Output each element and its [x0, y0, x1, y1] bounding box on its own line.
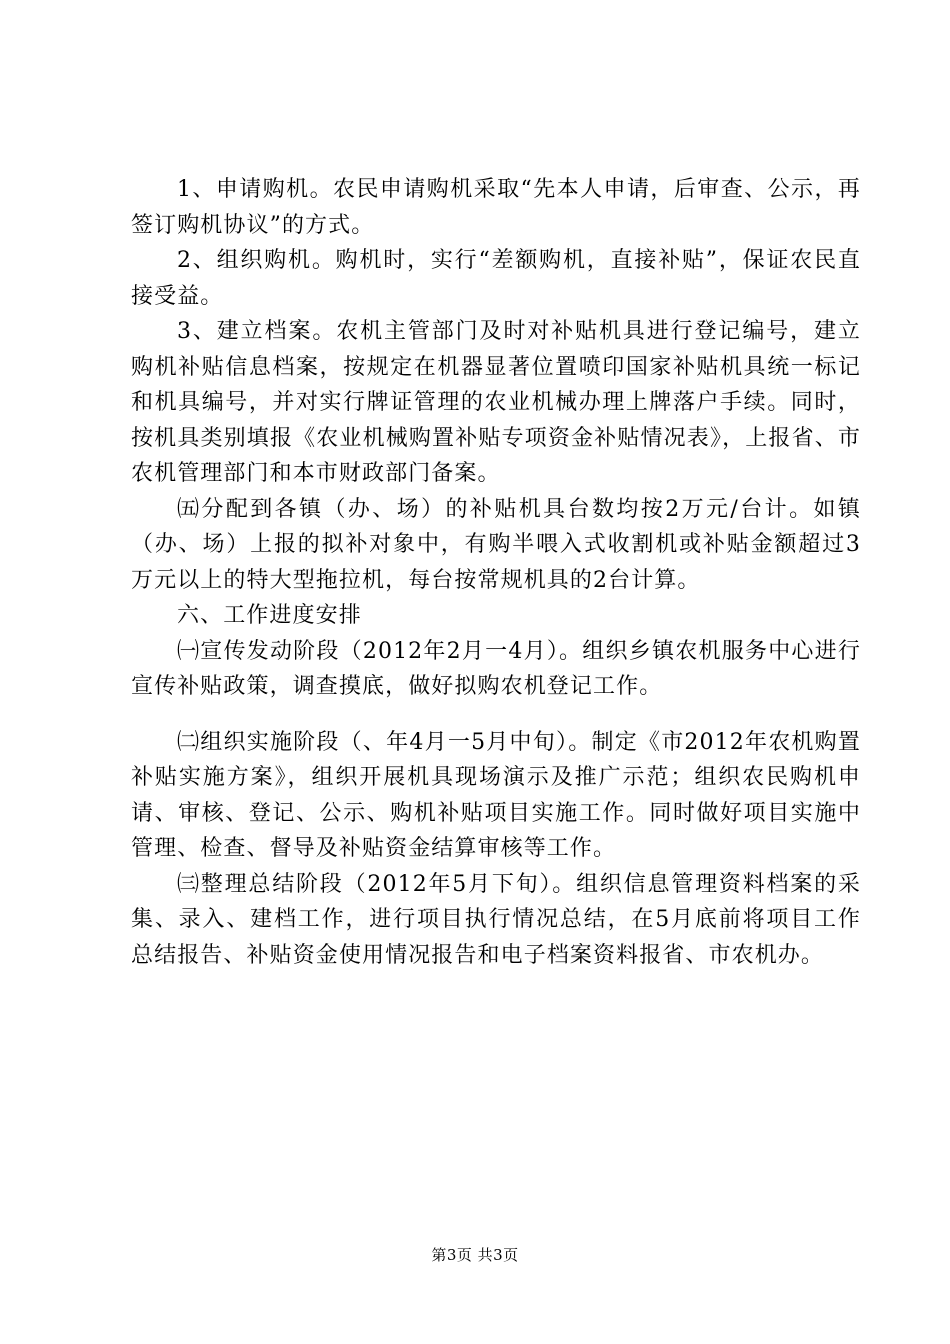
paragraph-apply-purchase: 1、申请购机。农民申请购机采取“先本人申请，后审查、公示，再签订购机协议”的方式。	[131, 177, 861, 238]
paragraph-stage-publicity: ㈠宣传发动阶段（2012年2月一4月）。组织乡镇农机服务中心进行宣传补贴政策，调查摸底，做好拟购农机登记工作。	[131, 638, 861, 699]
paragraph-stage-summary: ㈢整理总结阶段（2012年5月下旬）。组织信息管理资料档案的采集、录入、建档工作，进行项目执行情况总结，在5月底前将项目工作总结报告、补贴资金使用情况报告和电子档案资料报省、市农机办。	[131, 871, 861, 968]
section-heading-schedule: 六、工作进度安排	[177, 603, 362, 628]
page-number-footer: 第3页 共3页	[431, 1246, 519, 1264]
document-body	[131, 172, 861, 973]
paragraph-allocation: ㈤分配到各镇（办、场）的补贴机具台数均按2万元/台计。如镇（办、场）上报的拟补对象中，有购半喂入式收割机或补贴金额超过3万元以上的特大型拖拉机，每台按常规机具的2台计算。	[131, 496, 861, 593]
paragraph-establish-archive: 3、建立档案。农机主管部门及时对补贴机具进行登记编号，建立购机补贴信息档案，按规定在机器显著位置喷印国家补贴机具统一标记和机具编号，并对实行牌证管理的农业机械办理上牌落户手续。同时，按机具类别填报《农业机械购置补贴专项资金补贴情况表》，上报省、市农机管理部门和本市财政部门备案。	[131, 319, 861, 486]
paragraph-stage-implementation: ㈡组织实施阶段（、年4月一5月中旬）。制定《市2012年农机购置补贴实施方案》，组织开展机具现场演示及推广示范；组织农民购机申请、审核、登记、公示、购机补贴项目实施工作。同时做好项目实施中管理、检查、督导及补贴资金结算审核等工作。	[131, 729, 861, 861]
paragraph-organize-purchase: 2、组织购机。购机时，实行“差额购机，直接补贴”，保证农民直接受益。	[131, 248, 861, 309]
paragraph-gap	[131, 705, 861, 725]
